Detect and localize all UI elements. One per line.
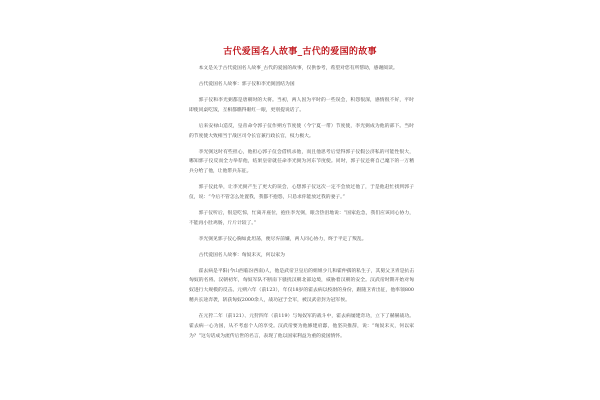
document-body bbox=[189, 64, 414, 341]
paragraph: 李光弼这时有些担心，他担心郭子仪会借机杀他，而且他思考后觉得郭子仪假公济私的可能性很大，哪知郭子仪反而全力举荐他，结果皇帝就任命李光弼为河东节度使。同时，郭子仪还将自己麾下的一万精兵分给了他，让他带兵东征。 bbox=[189, 149, 414, 175]
paragraph: 本文是关于古代爱国名人故事_古代的爱国的故事，仅供参考，希望对您有所帮助，感谢阅读。 bbox=[198, 66, 398, 71]
paragraph: 后来安禄山造反，皇帝命令郭子仪作朔方节度使（今宁夏一带）节度使，李光弼成为他的部下。当时的节度使大致相当于战区司令长官兼行政长官，权力极大。 bbox=[189, 123, 414, 139]
section-heading: 古代爱国名人故事：匈奴未灭，何以家为 bbox=[198, 252, 285, 258]
paragraph: 郭子仪听后，很是吃惊，忙离开座位，抱住李光弼，眼含热泪地说：“国家危急，我们应该同心协力，不能再小肚鸡肠，斤斤计较了。” bbox=[189, 210, 414, 226]
section-heading: 古代爱国名人故事：郭子仪和李光弼团结为国 bbox=[198, 81, 295, 87]
paragraph: 在元狩二年（前121）、元狩四年（前119）与匈奴军的战斗中，霍去病屡建奇功，立下了赫赫战功。霍去病一心为国，从不考虑个人的享受。汉武帝要为他修建府邸，他坚决推辞，说：“匈奴未灭，何以家为？”这句话成为流传后世的名言，表现了他以国家利益为重的爱国情怀。 bbox=[189, 314, 414, 339]
paragraph: 郭子仪和李光弼都是唐朝时的大将。当初，两人因为平时的一些误会，积怨很深，感情很不好，平时即使同桌吃饭，互相都瞧得眼红一眼，更别提说话了。 bbox=[189, 97, 414, 113]
paragraph: 李光弼见郭子仪心胸如此坦荡，便尽弃前嫌，两人同心协力，终于平定了叛乱。 bbox=[198, 236, 367, 242]
document-title: 古代爱国名人故事_古代的爱国的故事 bbox=[223, 47, 377, 57]
paragraph: 郭子仪此举，让李光弼产生了更大的误会，心想郭子仪这次一定不会放过他了，于是他赶忙找到郭子仪，说：“今后不管怎么处置我，我都不抱怨，只恳求你能放过我的妻子。” bbox=[189, 185, 414, 200]
paragraph: 霍去病是平阳(今山西临汾西南)人，他是武帝卫皇后的姐姐少儿和霍仲孺的私生子，其舅父卫青是抗击匈奴的名将。汉朝初年，匈奴军队不断南下骚扰汉朝北部边境，威胁着汉朝的安全。汉武帝时期开始对匈奴进行大规模的反击。元朔六年（前123），年仅18岁的霍去病以校尉的身份，跟随卫青出征，他率领800精兵长途奔袭，斩获匈奴2000余人，战功冠于全军，被汉武帝封为冠军侯。 bbox=[189, 268, 414, 304]
